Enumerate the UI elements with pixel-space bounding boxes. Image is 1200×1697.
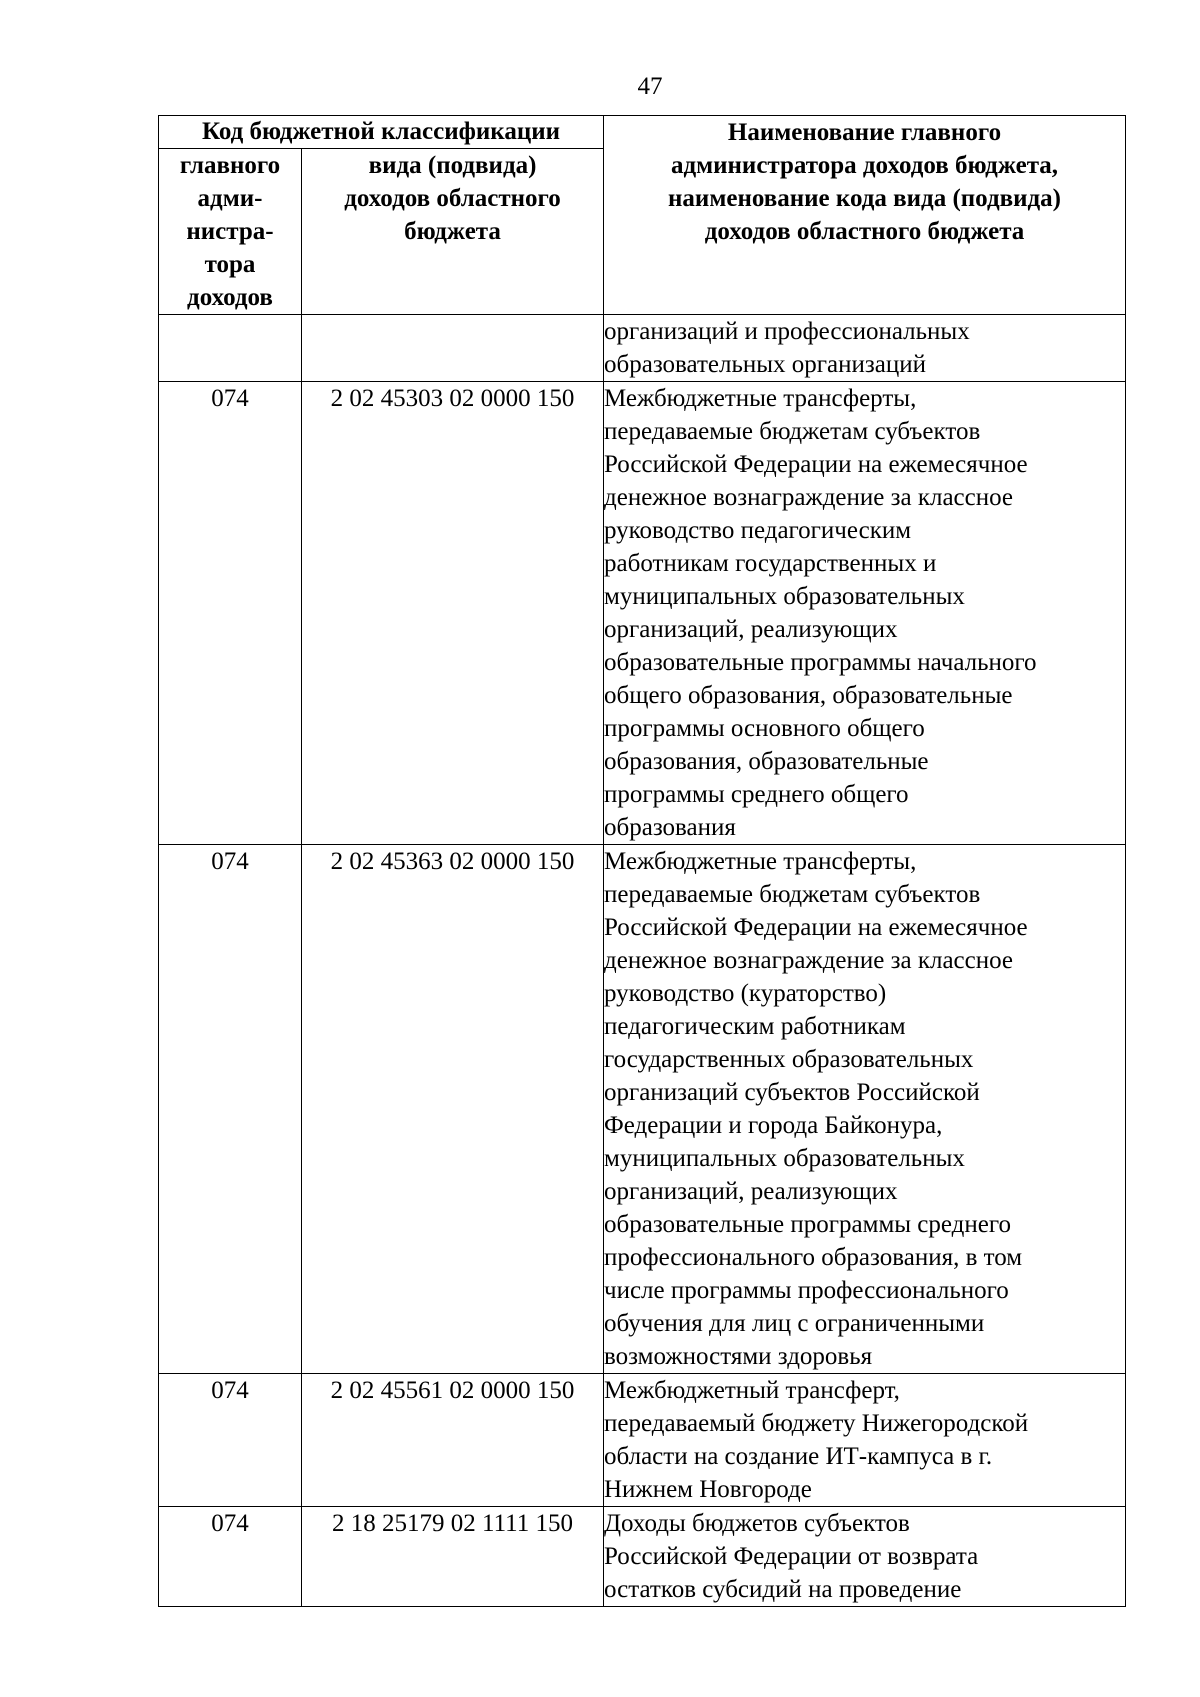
- revenue-name-cell: [604, 845, 1126, 1374]
- revenue-name-line: общего образования, образовательные: [604, 682, 1013, 709]
- revenue-name-line: программы основного общего: [604, 715, 925, 742]
- revenue-name-line: работникам государственных и: [604, 550, 937, 577]
- revenue-name-line: руководство педагогическим: [604, 517, 912, 544]
- table-row: [159, 315, 1126, 382]
- admin-code-cell: 074: [159, 845, 302, 1374]
- revenue-name-line: организаций, реализующих: [604, 616, 898, 643]
- revenue-name-line: денежное вознаграждение за классное: [604, 947, 1014, 974]
- revenue-name-line: образования: [604, 814, 736, 841]
- table-row: [159, 382, 1126, 845]
- revenue-name-line: организаций и профессиональных: [604, 318, 970, 345]
- admin-code-cell: [159, 315, 302, 382]
- revenue-name-line: организаций субъектов Российской: [604, 1079, 980, 1106]
- admin-code-cell: 074: [159, 1374, 302, 1507]
- header-admin-column: [159, 149, 302, 315]
- header-name-line: наименование кода вида (подвида): [668, 185, 1061, 212]
- revenue-name-line: Российской Федерации от возврата: [604, 1543, 979, 1570]
- revenue-name-line: муниципальных образовательных: [604, 1145, 965, 1172]
- header-admin-line: тора: [204, 251, 256, 278]
- table-row: [159, 1507, 1126, 1607]
- revenue-name-cell: [604, 1507, 1126, 1607]
- table-row: [159, 845, 1126, 1374]
- header-name-column: [604, 116, 1126, 315]
- revenue-name-line: муниципальных образовательных: [604, 583, 965, 610]
- revenue-name-cell: [604, 1374, 1126, 1507]
- revenue-name-line: образовательные программы среднего: [604, 1211, 1011, 1238]
- revenue-name-line: денежное вознаграждение за классное: [604, 484, 1014, 511]
- page-number: 47: [637, 73, 663, 100]
- header-admin-line: адми-: [197, 185, 263, 212]
- header-type-column: [302, 149, 604, 315]
- header-admin-line: главного: [179, 152, 281, 179]
- header-name-line: доходов областного бюджета: [704, 218, 1025, 245]
- revenue-code-cell: 2 02 45363 02 0000 150: [302, 845, 604, 1374]
- revenue-code-cell: [302, 315, 604, 382]
- revenue-name-line: профессионального образования, в том: [604, 1244, 1023, 1271]
- revenue-name-line: передаваемый бюджету Нижегородской: [604, 1410, 1029, 1437]
- header-admin-line: доходов: [187, 284, 273, 311]
- table-body: [159, 315, 1126, 1607]
- revenue-name-line: Федерации и города Байконура,: [604, 1112, 943, 1139]
- revenue-name-line: программы среднего общего: [604, 781, 909, 808]
- revenue-code-cell: 2 02 45303 02 0000 150: [302, 382, 604, 845]
- revenue-name-line: Межбюджетные трансферты,: [604, 848, 917, 875]
- admin-code-cell: 074: [159, 1507, 302, 1607]
- revenue-name-line: передаваемые бюджетам субъектов: [604, 418, 981, 445]
- revenue-name-line: возможностями здоровья: [604, 1343, 873, 1370]
- revenue-name-cell: [604, 382, 1126, 845]
- revenue-name-line: Межбюджетный трансферт,: [604, 1377, 900, 1404]
- revenue-name-line: числе программы профессионального: [604, 1277, 1009, 1304]
- revenue-name-line: Российской Федерации на ежемесячное: [604, 451, 1028, 478]
- header-name-line: Наименование главного: [727, 119, 1002, 146]
- revenue-name-line: образовательных организаций: [604, 351, 927, 378]
- header-type-line: бюджета: [404, 218, 501, 245]
- revenue-name-line: образовательные программы начального: [604, 649, 1037, 676]
- revenue-name-line: образования, образовательные: [604, 748, 929, 775]
- revenue-name-line: Российской Федерации на ежемесячное: [604, 914, 1028, 941]
- revenue-name-cell: [604, 315, 1126, 382]
- revenue-name-line: передаваемые бюджетам субъектов: [604, 881, 981, 908]
- revenue-name-line: педагогическим работникам: [604, 1013, 906, 1040]
- revenue-name-line: обучения для лиц с ограниченными: [604, 1310, 985, 1337]
- table-row: [159, 1374, 1126, 1507]
- revenue-name-line: государственных образовательных: [604, 1046, 974, 1073]
- revenue-name-line: Межбюджетные трансферты,: [604, 385, 917, 412]
- revenue-name-line: организаций, реализующих: [604, 1178, 898, 1205]
- budget-classification-table: [158, 115, 1126, 1607]
- admin-code-cell: 074: [159, 382, 302, 845]
- header-name-line: администратора доходов бюджета,: [670, 152, 1059, 179]
- revenue-name-line: области на создание ИТ-кампуса в г.: [604, 1443, 993, 1470]
- header-type-line: вида (подвида): [368, 152, 537, 179]
- revenue-name-line: Нижнем Новгороде: [604, 1476, 812, 1503]
- header-admin-line: нистра-: [186, 218, 274, 245]
- revenue-code-cell: 2 02 45561 02 0000 150: [302, 1374, 604, 1507]
- revenue-name-line: остатков субсидий на проведение: [604, 1576, 962, 1603]
- revenue-code-cell: 2 18 25179 02 1111 150: [302, 1507, 604, 1607]
- revenue-name-line: руководство (кураторство): [604, 980, 887, 1007]
- revenue-name-line: Доходы бюджетов субъектов: [604, 1510, 910, 1537]
- header-group-budget-classification-code: Код бюджетной классификации: [159, 116, 604, 149]
- header-type-line: доходов областного: [344, 185, 561, 212]
